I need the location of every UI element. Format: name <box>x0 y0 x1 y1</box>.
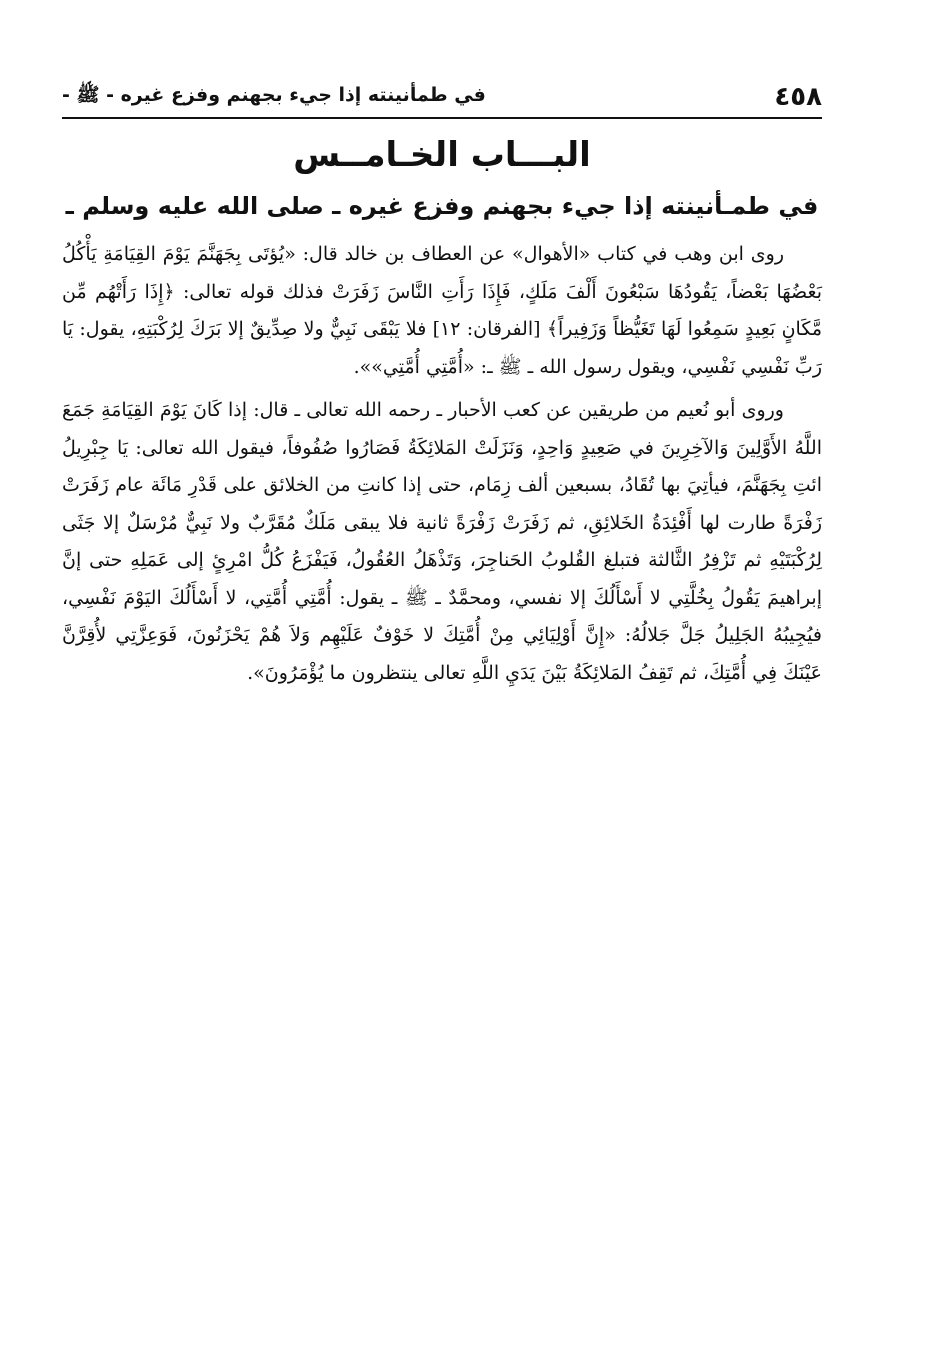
paragraph: روى ابن وهب في كتاب «الأهوال» عن العطاف بن خالد قال: «يُؤتَى بِجَهَنَّمَ يَوْمَ القِيَامَةِ يَأْكُلُ بَعْضُهَا بَعْضاً، يَقُودُهَا سَبْعُونَ أَلْفَ مَلَكٍ، فَإِذَا رَأَتِ النَّاسَ زَفَرَتْ فذلك قوله تعالى: ﴿إِذَا رَأَتْهُم مِّن مَّكَانٍ بَعِيدٍ سَمِعُوا لَهَا تَغَيُّظاً وَزَفِيراً﴾ [الفرقان: ١٢] فلا يَبْقَى نَبِيٌّ ولا صِدِّيقٌ إلا بَرَكَ لِرُكْبَتِهِ، يقول: يَا رَبِّ نَفْسِي نَفْسِي، ويقول رسول الله ـ ﷺ ـ: «أُمَّتِي أُمَّتِي»». <box>62 243 822 378</box>
header-divider <box>62 117 822 119</box>
chapter-subtitle: في طمـأنينته إذا جيء بجهنم وفزع غيره ـ صلى الله عليه وسلم ـ <box>65 192 819 220</box>
paragraph: وروى أبو نُعيم من طريقين عن كعب الأحبار ـ رحمه الله تعالى ـ قال: إذا كَانَ يَوْمَ القِيَامَةِ جَمَعَ اللَّهُ الأَوَّلِينَ وَالآخِرِينَ في صَعِيدٍ وَاحِدٍ، وَنَزَلَتْ المَلائِكَةُ فَصَارُوا صُفُوفاً، فيقول الله تعالى: يَا جِبْرِيلُ ائتِ بِجَهَنَّمَ، فيأتِيَ بها تُقَادُ، بسبعين ألف زِمَام، حتى إذا كانتِ من الخلائق على قَدْرِ مَائَة عام زَفَرَتْ زَفْرَةً طارت لها أَفْئِدَةُ الخَلائِقِ، ثم زَفَرَتْ زَفْرَةً ثانية فلا يبقى مَلَكٌ مُقَرَّبٌ ولا نَبِيٌّ مُرْسَلٌ إلا جَثَى لِرُكْبَتَيْهِ ثم تَزْفِرُ الثَّالثة فتبلغ القُلوبُ الحَناجِرَ، وَتَذْهَلُ العُقُولُ، فَيَفْزَعُ كُلُّ امْرِئٍ إلى عَمَلِهِ حتى إنَّ إبراهيمَ يَقُولُ بِخُلَّتِي لا أَسْأَلُكَ إلا نفسي، ومحمَّدٌ ـ ﷺ ـ يقول: أُمَّتِي أُمَّتِي، لا أَسْأَلُكَ اليَوْمَ نَفْسِي، فيُجِيبُهُ الجَلِيلُ جَلَّ جَلالُهُ: «إِنَّ أَوْلِيَائِي مِنْ أُمَّتِكَ لا خَوْفٌ عَلَيْهِم وَلاَ هُمْ يَحْزَنُونَ، فَوَعِزَّتِي لأُقِرَّنَّ عَيْنَكَ فِي أُمَّتِكَ، ثم تَقِفُ المَلائِكَةُ بَيْنَ يَدَيِ اللَّهِ تعالى ينتظرون ما يُؤْمَرُونَ». <box>62 399 822 684</box>
body-text <box>62 236 822 698</box>
running-title: في طمأنينته إذا جيء بجهنم وفزع غيره - ﷺ - <box>62 84 486 106</box>
page-header <box>62 78 822 116</box>
page-number: ٤٥٨ <box>774 82 822 112</box>
chapter-heading: البـــاب الخـامــس <box>293 135 591 175</box>
